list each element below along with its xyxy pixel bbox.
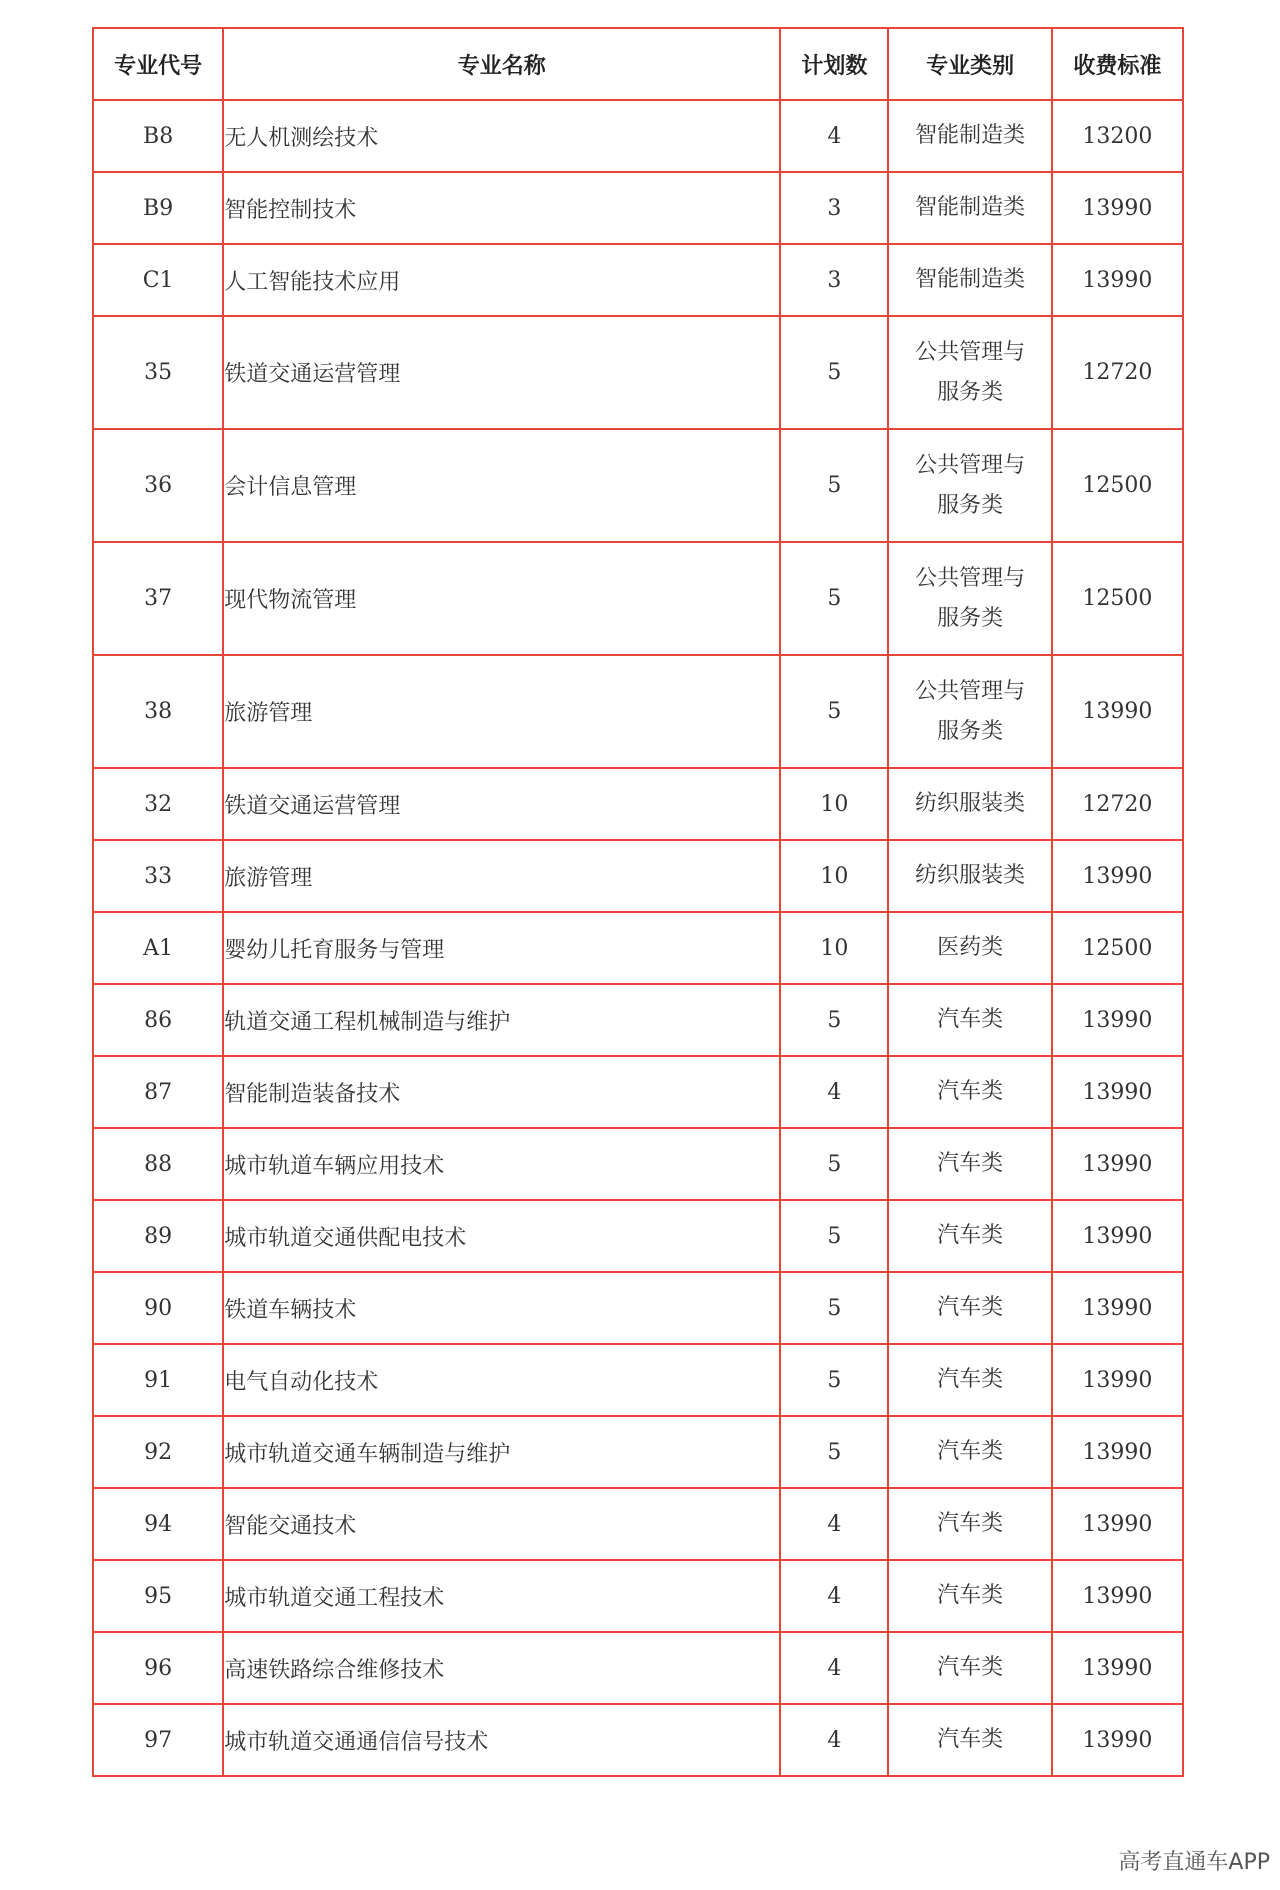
cell-code: 36 <box>93 429 223 542</box>
cell-category: 汽车类 <box>888 1128 1051 1200</box>
cell-name: 智能制造装备技术 <box>223 1056 780 1128</box>
cell-plan: 5 <box>780 316 888 429</box>
cell-code: 96 <box>93 1632 223 1704</box>
cell-code: 38 <box>93 655 223 768</box>
cell-code: B8 <box>93 100 223 172</box>
table-row <box>93 1344 1183 1416</box>
cell-code: 88 <box>93 1128 223 1200</box>
cell-category: 公共管理与 服务类 <box>888 655 1051 768</box>
cell-category: 汽车类 <box>888 1200 1051 1272</box>
table-row <box>93 1704 1183 1776</box>
cell-plan: 4 <box>780 1560 888 1632</box>
majors-table <box>92 27 1184 1777</box>
cell-name: 会计信息管理 <box>223 429 780 542</box>
cell-category: 智能制造类 <box>888 172 1051 244</box>
table-header <box>93 28 1183 100</box>
cell-name: 智能控制技术 <box>223 172 780 244</box>
cell-fee: 13990 <box>1052 244 1183 316</box>
cell-plan: 5 <box>780 1128 888 1200</box>
cell-category: 纺织服装类 <box>888 840 1051 912</box>
cell-name: 高速铁路综合维修技术 <box>223 1632 780 1704</box>
cell-category: 公共管理与 服务类 <box>888 542 1051 655</box>
cell-code: 35 <box>93 316 223 429</box>
table-row <box>93 1632 1183 1704</box>
cell-plan: 3 <box>780 244 888 316</box>
cell-plan: 3 <box>780 172 888 244</box>
cell-fee: 13990 <box>1052 1704 1183 1776</box>
cell-code: 90 <box>93 1272 223 1344</box>
cell-name: 铁道交通运营管理 <box>223 768 780 840</box>
header-fee: 收费标准 <box>1052 28 1183 100</box>
table-row <box>93 655 1183 768</box>
cell-category: 汽车类 <box>888 1560 1051 1632</box>
table-row <box>93 1488 1183 1560</box>
table-row <box>93 1128 1183 1200</box>
cell-category: 汽车类 <box>888 1632 1051 1704</box>
cell-plan: 5 <box>780 429 888 542</box>
cell-plan: 5 <box>780 984 888 1056</box>
cell-category: 智能制造类 <box>888 100 1051 172</box>
cell-name: 婴幼儿托育服务与管理 <box>223 912 780 984</box>
cell-plan: 5 <box>780 1416 888 1488</box>
cell-plan: 5 <box>780 1344 888 1416</box>
cell-fee: 13990 <box>1052 1344 1183 1416</box>
cell-code: 33 <box>93 840 223 912</box>
cell-fee: 13200 <box>1052 100 1183 172</box>
cell-fee: 12500 <box>1052 912 1183 984</box>
table-row <box>93 172 1183 244</box>
cell-name: 城市轨道交通工程技术 <box>223 1560 780 1632</box>
cell-fee: 13990 <box>1052 1272 1183 1344</box>
cell-name: 铁道交通运营管理 <box>223 316 780 429</box>
cell-code: 89 <box>93 1200 223 1272</box>
cell-fee: 13990 <box>1052 1416 1183 1488</box>
cell-category: 汽车类 <box>888 1704 1051 1776</box>
cell-category: 医药类 <box>888 912 1051 984</box>
cell-name: 无人机测绘技术 <box>223 100 780 172</box>
cell-category: 智能制造类 <box>888 244 1051 316</box>
cell-category: 汽车类 <box>888 1416 1051 1488</box>
cell-category: 汽车类 <box>888 1056 1051 1128</box>
watermark: 高考直通车APP <box>1118 1850 1270 1875</box>
cell-code: 32 <box>93 768 223 840</box>
cell-fee: 13990 <box>1052 1200 1183 1272</box>
cell-fee: 12720 <box>1052 316 1183 429</box>
cell-fee: 13990 <box>1052 172 1183 244</box>
cell-category: 公共管理与 服务类 <box>888 316 1051 429</box>
cell-fee: 12500 <box>1052 429 1183 542</box>
table-row <box>93 1272 1183 1344</box>
cell-plan: 4 <box>780 100 888 172</box>
cell-plan: 4 <box>780 1488 888 1560</box>
cell-fee: 13990 <box>1052 840 1183 912</box>
cell-code: C1 <box>93 244 223 316</box>
table-row <box>93 244 1183 316</box>
table-row <box>93 984 1183 1056</box>
table-row <box>93 542 1183 655</box>
cell-code: 87 <box>93 1056 223 1128</box>
cell-plan: 10 <box>780 768 888 840</box>
cell-code: 94 <box>93 1488 223 1560</box>
table-row <box>93 768 1183 840</box>
cell-plan: 5 <box>780 1272 888 1344</box>
cell-fee: 13990 <box>1052 1560 1183 1632</box>
cell-name: 智能交通技术 <box>223 1488 780 1560</box>
cell-name: 城市轨道车辆应用技术 <box>223 1128 780 1200</box>
header-name: 专业名称 <box>223 28 780 100</box>
table-row <box>93 912 1183 984</box>
table-body <box>93 100 1183 1776</box>
header-code: 专业代号 <box>93 28 223 100</box>
cell-fee: 13990 <box>1052 1056 1183 1128</box>
cell-code: A1 <box>93 912 223 984</box>
cell-name: 现代物流管理 <box>223 542 780 655</box>
cell-plan: 5 <box>780 1200 888 1272</box>
header-category: 专业类别 <box>888 28 1051 100</box>
table-row <box>93 840 1183 912</box>
cell-name: 轨道交通工程机械制造与维护 <box>223 984 780 1056</box>
cell-name: 城市轨道交通通信信号技术 <box>223 1704 780 1776</box>
cell-code: 97 <box>93 1704 223 1776</box>
cell-name: 铁道车辆技术 <box>223 1272 780 1344</box>
cell-category: 汽车类 <box>888 984 1051 1056</box>
table-row <box>93 100 1183 172</box>
cell-plan: 10 <box>780 912 888 984</box>
cell-plan: 10 <box>780 840 888 912</box>
cell-plan: 4 <box>780 1704 888 1776</box>
header-plan: 计划数 <box>780 28 888 100</box>
cell-category: 汽车类 <box>888 1488 1051 1560</box>
table-row <box>93 316 1183 429</box>
cell-plan: 4 <box>780 1632 888 1704</box>
header-row <box>93 28 1183 100</box>
cell-fee: 12720 <box>1052 768 1183 840</box>
cell-code: 91 <box>93 1344 223 1416</box>
cell-code: B9 <box>93 172 223 244</box>
cell-category: 汽车类 <box>888 1272 1051 1344</box>
cell-name: 城市轨道交通车辆制造与维护 <box>223 1416 780 1488</box>
cell-code: 95 <box>93 1560 223 1632</box>
cell-fee: 13990 <box>1052 1128 1183 1200</box>
cell-fee: 12500 <box>1052 542 1183 655</box>
cell-code: 86 <box>93 984 223 1056</box>
cell-name: 旅游管理 <box>223 840 780 912</box>
cell-category: 纺织服装类 <box>888 768 1051 840</box>
cell-fee: 13990 <box>1052 1488 1183 1560</box>
cell-name: 城市轨道交通供配电技术 <box>223 1200 780 1272</box>
cell-fee: 13990 <box>1052 1632 1183 1704</box>
cell-plan: 5 <box>780 655 888 768</box>
cell-name: 电气自动化技术 <box>223 1344 780 1416</box>
cell-name: 旅游管理 <box>223 655 780 768</box>
cell-code: 92 <box>93 1416 223 1488</box>
table-row <box>93 1560 1183 1632</box>
table-row <box>93 429 1183 542</box>
cell-category: 汽车类 <box>888 1344 1051 1416</box>
cell-name: 人工智能技术应用 <box>223 244 780 316</box>
cell-code: 37 <box>93 542 223 655</box>
cell-plan: 4 <box>780 1056 888 1128</box>
table-row <box>93 1056 1183 1128</box>
table-row <box>93 1416 1183 1488</box>
cell-fee: 13990 <box>1052 655 1183 768</box>
cell-fee: 13990 <box>1052 984 1183 1056</box>
cell-category: 公共管理与 服务类 <box>888 429 1051 542</box>
cell-plan: 5 <box>780 542 888 655</box>
table-row <box>93 1200 1183 1272</box>
